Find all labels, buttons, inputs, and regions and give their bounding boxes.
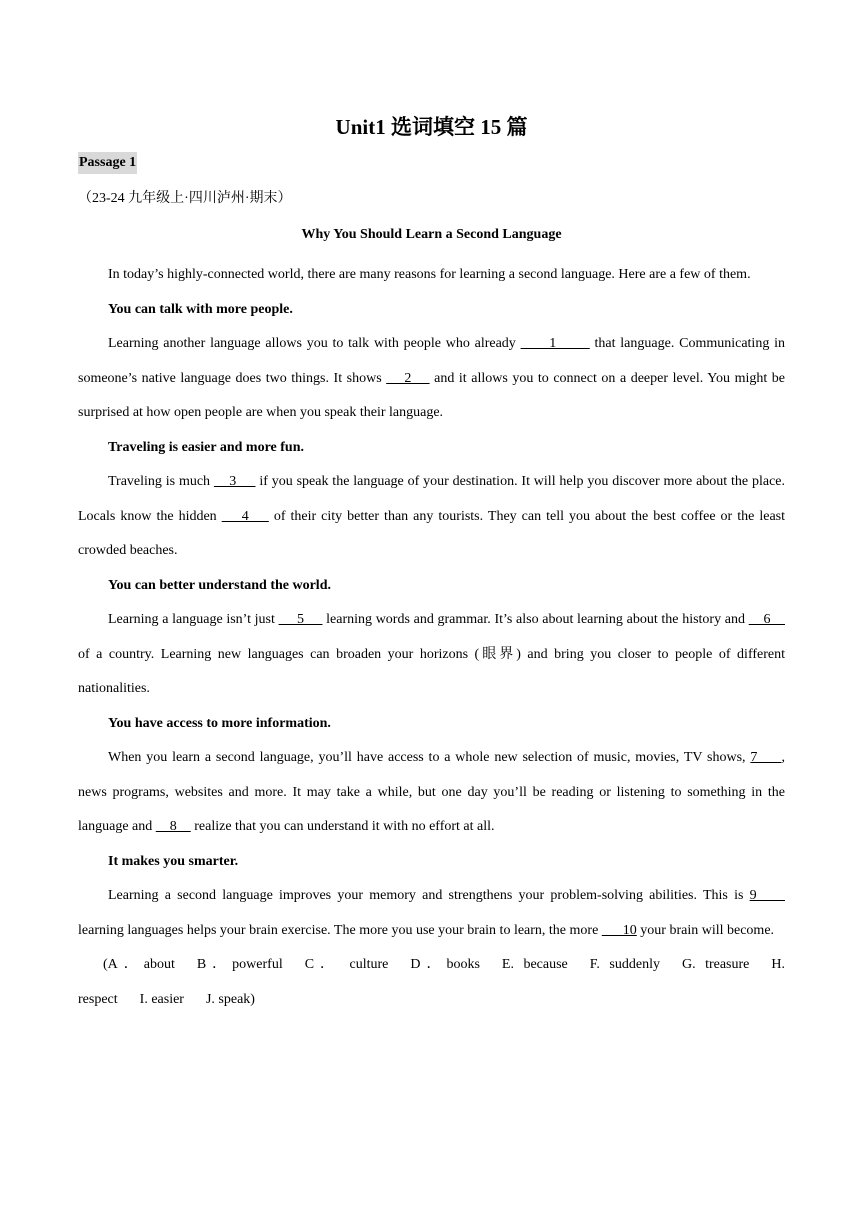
text-run: learning languages helps your brain exercise. The more you use your brain to learn, the more [78, 922, 602, 938]
blank-4: 4 [221, 508, 269, 524]
text-run: When you learn a second language, you’ll have access to a whole new selection of music, movies, TV shows, [108, 750, 751, 765]
page-title: Unit1 选词填空 15 篇 [335, 115, 528, 139]
option-i: I. easier [139, 991, 184, 1007]
option-f: F. suddenly [589, 957, 660, 972]
word-options [78, 948, 785, 1017]
section-heading: Traveling is easier and more fun. [108, 439, 304, 455]
option-a: (A．about [103, 957, 175, 972]
document-page [78, 0, 785, 1216]
section-paragraph [78, 603, 785, 707]
text-run: Learning a language isn’t just [108, 612, 279, 627]
section-heading: It makes you smarter. [108, 853, 239, 869]
text-run: of their city better than any tourists. They can tell you about the best coffee or the least crowded beaches. [78, 508, 785, 558]
text-run: Learning another language allows you to talk with people who already [108, 336, 521, 351]
blank-3: 3 [213, 474, 256, 489]
blank-8: 8 [155, 819, 191, 834]
text-run: , news programs, websites and more. It may take a while, but one day you’ll be reading or listening to something in the language and [78, 750, 786, 834]
text-run: that language. Communicating in someone’s native language does two things. It shows [78, 336, 785, 386]
section-paragraph [78, 741, 785, 845]
intro-paragraph: In today’s highly-connected world, there are many reasons for learning a second language. Here are a few of them. [108, 267, 751, 282]
section-paragraph [78, 327, 785, 431]
section-heading: You can talk with more people. [108, 301, 293, 317]
option-e: E. because [501, 957, 568, 972]
text-run: Learning a second language improves your memory and strengthens your problem-solving abilities. This is [108, 888, 750, 903]
blank-6: 6 [748, 612, 785, 627]
passage-body [78, 258, 785, 1017]
section-paragraph [78, 465, 785, 569]
blank-1: 1 [520, 336, 590, 351]
option-h: H. respect [78, 957, 785, 1007]
option-b: B．powerful [196, 957, 283, 972]
blank-2: 2 [386, 370, 430, 386]
option-j: J. speak) [205, 991, 255, 1007]
passage-source: （23-24 九年级上·四川泸州·期末） [78, 191, 292, 206]
text-run: your brain will become. [636, 922, 775, 938]
option-d: D．books [410, 957, 480, 972]
text-run: Traveling is much [108, 474, 214, 489]
blank-7: 7 [750, 750, 782, 765]
text-run: learning words and grammar. It’s also about learning about the history and [322, 612, 749, 627]
section-heading: You can better understand the world. [108, 577, 331, 593]
text-run: realize that you can understand it with no effort at all. [190, 819, 495, 834]
passage-title: Why You Should Learn a Second Language [301, 227, 562, 242]
section-heading: You have access to more information. [108, 715, 331, 731]
text-run: of a country. Learning new languages can broaden your horizons (眼界) and bring you closer to people of different nationalities. [78, 646, 785, 696]
option-c: C． culture [304, 957, 389, 972]
passage-label: Passage 1 [78, 152, 137, 174]
option-g: G. treasure [681, 957, 750, 972]
section-paragraph [78, 879, 785, 948]
blank-9: 9 [749, 888, 785, 903]
blank-5: 5 [278, 612, 323, 627]
text-run: and it allows you to connect on a deeper level. You might be surprised at how open people are when you speak their language. [78, 370, 786, 420]
blank-10: 10 [601, 922, 637, 938]
text-run: if you speak the language of your destination. It will help you discover more about the place. Locals know the hidden [78, 474, 786, 524]
